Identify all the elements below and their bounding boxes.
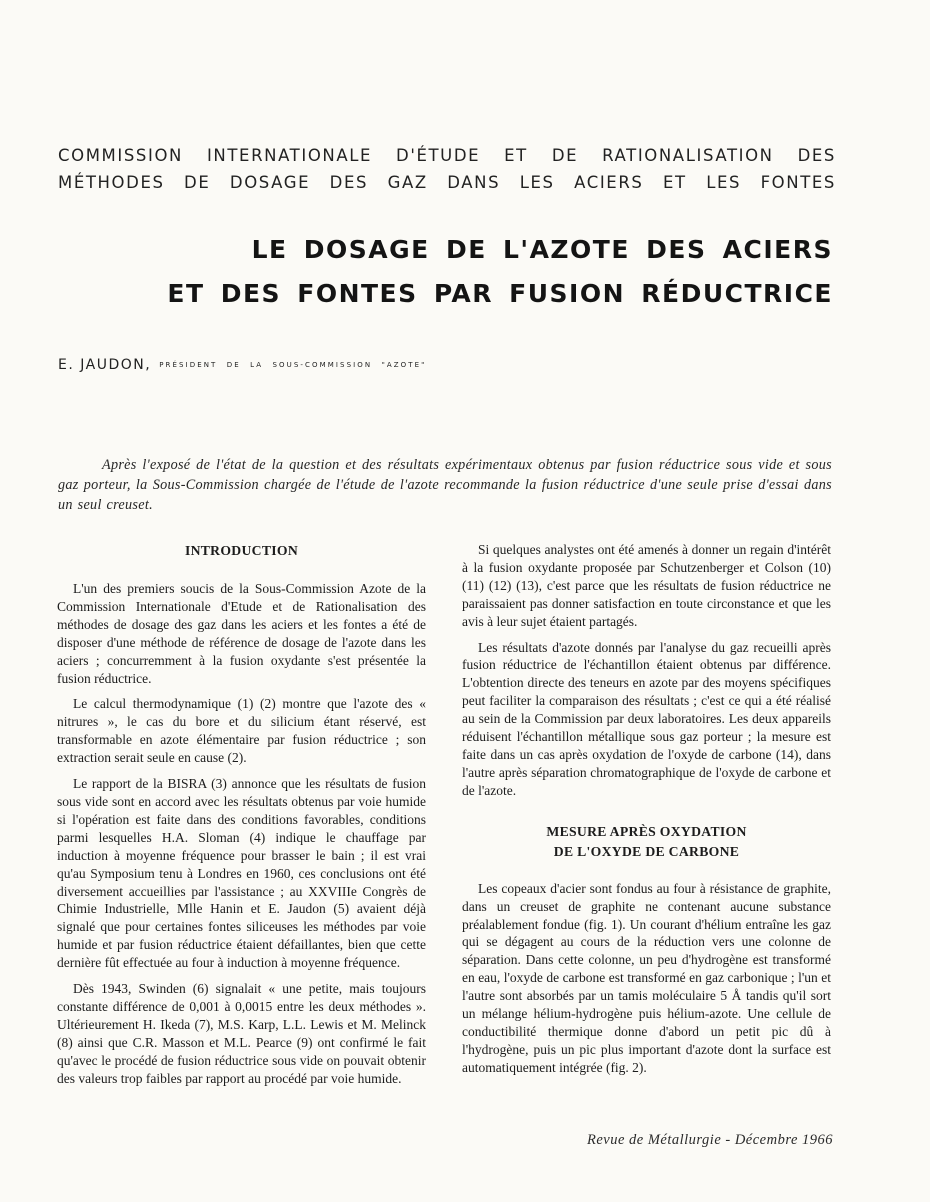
paragraph: Le calcul thermodynamique (1) (2) montre que l'azote des « nitrures », le cas du bore et du silicium étant réservé, est transformable en azote élémentaire par fusion réductrice ; son extraction serait seule en cause (2). [57,696,426,766]
paragraph: Les copeaux d'acier sont fondus au four à résistance de graphite, dans un creuset de graphite ne contenant aucune substance préalablement fondue (fig. 1). Un courant d'hélium entraîne les gaz qui se dégagent au cours de la réduction vers une colonne de séparation. Dans cette colonne, un peu d'hydrogène est transformé en eau, l'oxyde de carbone est transformé en gaz carbonique ; l'un et l'autre sont absorbés par un tamis moléculaire 5 Å tandis qu'il sort un mélange hélium-hydrogène puis hélium-azote. Une cellule de conductibilité thermique donne d'abord un petit pic dû à l'hydrogène, puis un pic plus important d'azote dont la surface est automatiquement intégrée (fig. 2). [462,880,831,1075]
article-title [167,228,833,316]
heading-line-2: DE L'OXYDE DE CARBONE [553,843,740,859]
journal-footer: Revue de Métallurgie - Décembre 1966 [586,1132,833,1148]
author-role: PRÉSIDENT DE LA SOUS-COMMISSION "AZOTE" [159,361,427,369]
left-column [57,541,426,1095]
abstract: Après l'exposé de l'état de la question et des résultats expérimentaux obtenus par fusion réductrice sous vide et sous gaz porteur, la Sous-Commission chargée de l'étude de l'azote recommande la fusion réductrice d'une seule prise d'essai dans un seul creuset. [58,457,832,513]
section-heading-introduction: INTRODUCTION [184,543,299,558]
paragraph: Si quelques analystes ont été amenés à donner un regain d'intérêt à la fusion oxydante proposée par Schutzenberger et Colson (10) (11) (12) (13), c'est parce que les résultats de fusion réductrice ne paraissaient pas donner satisfaction en toute circonstance et que les avis à leur sujet étaient partagés. [462,542,831,629]
paragraph: Les résultats d'azote donnés par l'analyse du gaz recueilli après fusion réductrice de l'échantillon étaient obtenus par différence. L'obtention directe des teneurs en azote par des moyens spécifiques peut faciliter la comparaison des résultats ; c'est ce qui a été réalisé au sein de la Commission par deux laboratoires. Les deux appareils réduisent l'échantillon métallique sous gaz porteur ; la mesure est faite dans un cas après oxydation de l'oxyde de carbone (14), dans l'autre après séparation chromatographique de l'oxyde de carbone et de l'azote. [462,639,831,798]
author-line [58,357,427,373]
right-column [462,541,831,1085]
paragraph: Dès 1943, Swinden (6) signalait « une petite, mais toujours constante différence de 0,001 à 0,0015 entre les deux méthodes ». Ultérieurement H. Ikeda (7), M.S. Karp, L.L. Lewis et M. Melinck (8) ainsi que C.R. Masson et M.L. Pearce (9) ont confirmé le fait qu'avec le procédé de fusion réductrice sous vide on pouvait obtenir des valeurs trop faibles par rapport au procédé par voie humide. [57,981,426,1086]
commission-heading [58,142,836,196]
title-line-1: LE DOSAGE DE L'AZOTE DES ACIERS [251,235,833,264]
paragraph: Le rapport de la BISRA (3) annonce que les résultats de fusion sous vide sont en accord avec les résultats obtenus par voie humide si l'opération est faite dans des conditions favorables, conditions parmi lesquelles H.A. Sloman (4) indique le chauffage par induction à moyenne fréquence pour brasser le bain ; il est vrai qu'au Symposium tenu à Londres en 1960, ces conclusions ont été diversement accueillies par l'assistance ; au XXVIIIe Congrès de Chimie Industrielle, Mlle Hanin et E. Jaudon (5) avaient déjà signalé que pour certaines fontes siliceuses les méthodes par voie humide et par fusion réductrice étaient défaillantes, bien que cette dernière fût effectuée au four à induction à moyenne fréquence. [57,776,426,971]
author-name: E. JAUDON, [58,357,152,373]
commission-line-2: MÉTHODES DE DOSAGE DES GAZ DANS LES ACIERS ET LES FONTES [58,173,836,192]
title-line-2: ET DES FONTES PAR FUSION RÉDUCTRICE [167,279,833,308]
heading-line-1: MESURE APRÈS OXYDATION [546,823,747,839]
commission-line-1: COMMISSION INTERNATIONALE D'ÉTUDE ET DE RATIONALISATION DES [58,146,836,165]
paragraph: L'un des premiers soucis de la Sous-Commission Azote de la Commission Internationale d'Etude et de Rationalisation des méthodes de dosage des gaz dans les aciers et les fontes a été de disposer d'une méthode de référence de dosage de l'azote dans les aciers ; concurremment à la fusion oxydante s'est présentée la fusion réductrice. [57,581,426,686]
section-heading-mesure [462,822,831,862]
